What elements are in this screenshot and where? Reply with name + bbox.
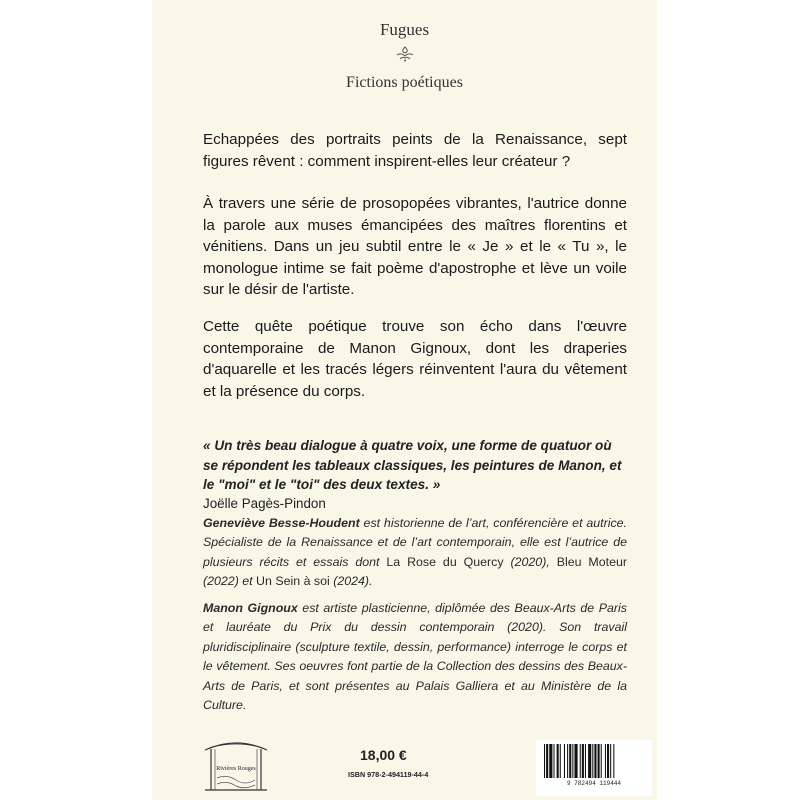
barcode-bar xyxy=(560,744,561,778)
blurb-paragraph: À travers une série de prosopopées vibrantes, l'autrice donne la parole aux muses émancipées des maîtres florentins et vénitiens. Dans un jeu subtil entre le « Je » et le « Tu », le monologue intime se fait poème d'apostrophe et lève un voile sur le désir de l'artiste. xyxy=(203,195,627,299)
barcode xyxy=(536,740,652,796)
barcode-bar xyxy=(613,744,614,778)
book-title: Un Sein à soi xyxy=(256,574,330,589)
barcode-digits: 9 782494 119444 xyxy=(566,780,621,787)
bio-text: est historienne de l’art, conférencière et autrice. Spécialiste de la Renaissance et de l’art contemporain, elle est l’autrice de plusieurs récits et essais dont xyxy=(203,516,627,569)
back-cover xyxy=(152,0,657,800)
publisher-name: Rivières Rouges xyxy=(216,766,256,772)
publisher-logo xyxy=(203,738,269,794)
barcode-bar xyxy=(592,744,593,778)
barcode-bar xyxy=(574,744,577,778)
bio-text: est artiste plasticienne, diplômée des Beaux-Arts de Paris et lauréate du Prix du dessin contemporain (2020). Son travail pluridisciplinaire (sculpture textile, dessin, performance) interroge le corps et le vêtement. Ses oeuvres font partie de la Collection des dessins des Beaux-Arts de Paris, et sont présentes au Palais Galliera et au Ministère de la Culture. xyxy=(203,601,627,713)
barcode-bar xyxy=(607,744,609,778)
barcode-bar xyxy=(594,744,596,778)
review-quote: « Un très beau dialogue à quatre voix, une forme de quatuor où se répondent les tableaux classiques, les peintures de Manon, et le "moi" et le "toi" des deux textes. » xyxy=(203,438,622,493)
barcode-bar xyxy=(567,744,568,778)
series-title: Fugues xyxy=(379,20,430,39)
fleuron-ornament-icon xyxy=(394,46,416,62)
quote-author: Joëlle Pagès-Pindon xyxy=(203,496,326,511)
price: 18,00 € xyxy=(360,747,407,763)
bio-text: (2020), xyxy=(503,554,557,569)
barcode-bar xyxy=(549,744,552,778)
book-title: La Rose du Quercy xyxy=(386,554,504,569)
barcode-bar xyxy=(598,744,600,778)
author-bio xyxy=(203,514,627,592)
barcode-bar xyxy=(585,744,586,778)
barcode-bar xyxy=(605,744,606,778)
barcode-bar xyxy=(546,744,548,778)
barcode-bar xyxy=(564,744,565,778)
barcode-bar xyxy=(544,744,545,778)
barcode-bar xyxy=(601,744,602,778)
bio-text: (2022) et xyxy=(203,574,257,589)
artist-name: Manon Gignoux xyxy=(203,601,298,615)
book-title: Bleu Moteur xyxy=(556,554,627,569)
barcode-bar xyxy=(588,744,591,778)
author-name: Geneviève Besse-Houdent xyxy=(203,516,360,530)
bio-text: (2024). xyxy=(329,574,373,589)
barcode-bar xyxy=(582,744,584,778)
barcode-bar xyxy=(610,744,611,778)
barcode-bars xyxy=(542,744,646,778)
barcode-bar xyxy=(572,744,573,778)
barcode-bar xyxy=(553,744,554,778)
barcode-bar xyxy=(569,744,571,778)
blurb-paragraph: Cette quête poétique trouve son écho dans l'œuvre contemporaine de Manon Gignoux, dont les draperies d'aquarelle et les tracés légers réinventent l'aura du vêtement et la présence du corps. xyxy=(203,318,627,400)
barcode-bar xyxy=(557,744,559,778)
subtitle: Fictions poétiques xyxy=(346,74,463,91)
isbn: ISBN 978-2-494119-44-4 xyxy=(348,770,429,779)
blurb-paragraph: Echappées des portraits peints de la Renaissance, sept figures rêvent : comment inspirent-elles leur créateur ? xyxy=(203,131,627,170)
barcode-bar xyxy=(580,744,581,778)
artist-bio xyxy=(203,599,627,715)
